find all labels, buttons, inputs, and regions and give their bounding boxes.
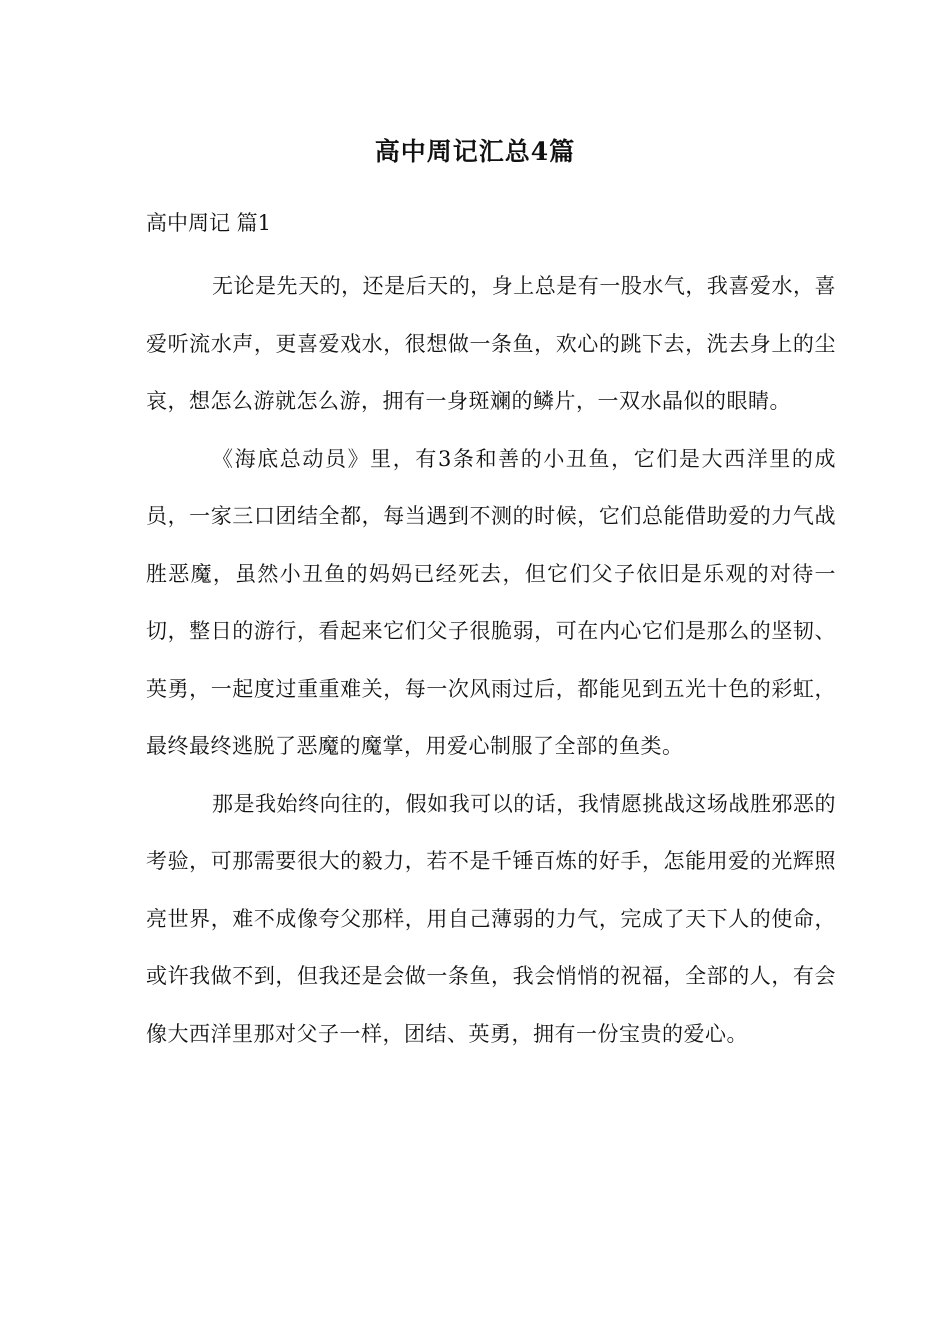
paragraph-2: 《海底总动员》里，有3条和善的小丑鱼，它们是大西洋里的成员，一家三口团结全都，每当遇到不测的时候，它们总能借助爱的力气战胜恶魔，虽然小丑鱼的妈妈已经死去，但它们父子依旧是乐观的对待一切，整日的游行，看起来它们父子很脆弱，可在内心它们是那么的坚韧、英勇，一起度过重重难关，每一次风雨过后，都能见到五光十色的彩虹，最终最终逃脱了恶魔的魔掌，用爱心制服了全部的鱼类。 bbox=[146, 446, 836, 758]
section-heading: 高中周记 篇1 bbox=[146, 211, 272, 235]
paragraph-3: 那是我始终向往的，假如我可以的话，我情愿挑战这场战胜邪恶的考验，可那需要很大的毅力，若不是千锤百炼的好手，怎能用爱的光辉照亮世界，难不成像夸父那样，用自己薄弱的力气，完成了天下人的使命，或许我做不到，但我还是会做一条鱼，我会悄悄的祝福，全部的人，有会像大西洋里那对父子一样，团结、英勇，拥有一份宝贵的爱心。 bbox=[146, 791, 836, 1046]
document-title: 高中周记汇总4篇 bbox=[374, 137, 576, 166]
document-body bbox=[146, 258, 836, 1063]
paragraph-1: 无论是先天的，还是后天的，身上总是有一股水气，我喜爱水，喜爱听流水声，更喜爱戏水，很想做一条鱼，欢心的跳下去，洗去身上的尘哀，想怎么游就怎么游，拥有一身斑斓的鳞片，一双水晶似的眼睛。 bbox=[146, 274, 836, 413]
